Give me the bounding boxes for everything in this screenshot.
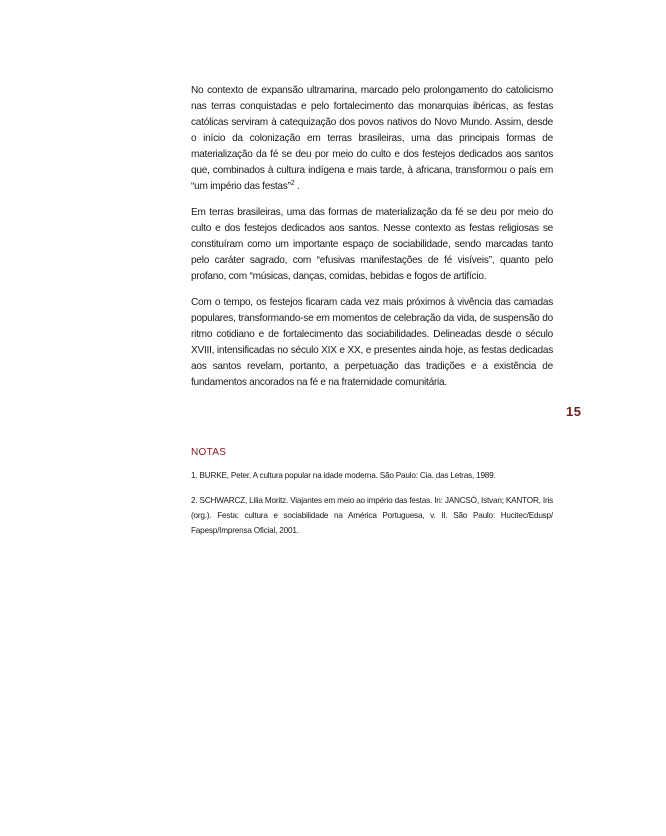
note-item-1: 1. BURKE, Peter. A cultura popular na idade moderna. São Paulo: Cia. das Letras, 1989. <box>191 471 496 480</box>
paragraph-1 <box>191 83 553 195</box>
page-number: 15 <box>566 404 582 419</box>
paragraph-2: Em terras brasileiras, uma das formas de materialização da fé se deu por meio do culto e dos festejos dedicados aos santos. Nesse contexto as festas religiosas se constituíram como um importante espaço de sociabilidade, sendo marcadas tanto pelo caráter sagrado, com “efusivas manifestações de fé visíveis”, quanto pelo profano, com “músicas, danças, comidas, bebidas e fogos de artifício. <box>191 207 553 282</box>
notes-heading: NOTAS <box>191 447 227 458</box>
main-text <box>191 83 553 401</box>
notes-list <box>191 468 553 548</box>
paragraph-3: Com o tempo, os festejos ficaram cada vez mais próximos à vivência das camadas populares, transformando-se em momentos de celebração da vida, de suspensão do ritmo cotidiano e de fortalecimento das sociabilidades. Delineadas desde o século XVIII, intensificadas no século XIX e XX, e presentes ainda hoje, as festas dedicadas aos santos revelam, portanto, a perpetuação das tradições e a existência de fundamentos ancorados na fé e na fraternidade comunitária. <box>191 297 553 388</box>
paragraph-1-text: No contexto de expansão ultramarina, marcado pelo prolongamento do catolicismo nas terras conquistadas e pelo fortalecimento das monarquias ibéricas, as festas católicas serviram à catequização dos povos nativos do Novo Mundo. Assim, desde o início da colonização em terras brasileiras, uma das principais formas de materialização da fé se deu por meio do culto e dos festejos dedicados aos santos que, combinados à cultura indígena e mais tarde, à africana, transformou o país em “um império das festas” <box>191 85 553 192</box>
paragraph-1-tail: . <box>294 181 300 192</box>
note-item-2: 2. SCHWARCZ, Lilia Moritz. Viajantes em meio ao império das festas. In: JANCSÓ, Istvan; KANTOR, Iris (org.). Festa: cultura e sociabilidade na América Portuguesa, v. II. São Paulo: Hucitec/Edusp/ Fapesp/Imprensa Oficial, 2001. <box>191 496 553 535</box>
footnote-marker: 2 <box>290 180 295 187</box>
